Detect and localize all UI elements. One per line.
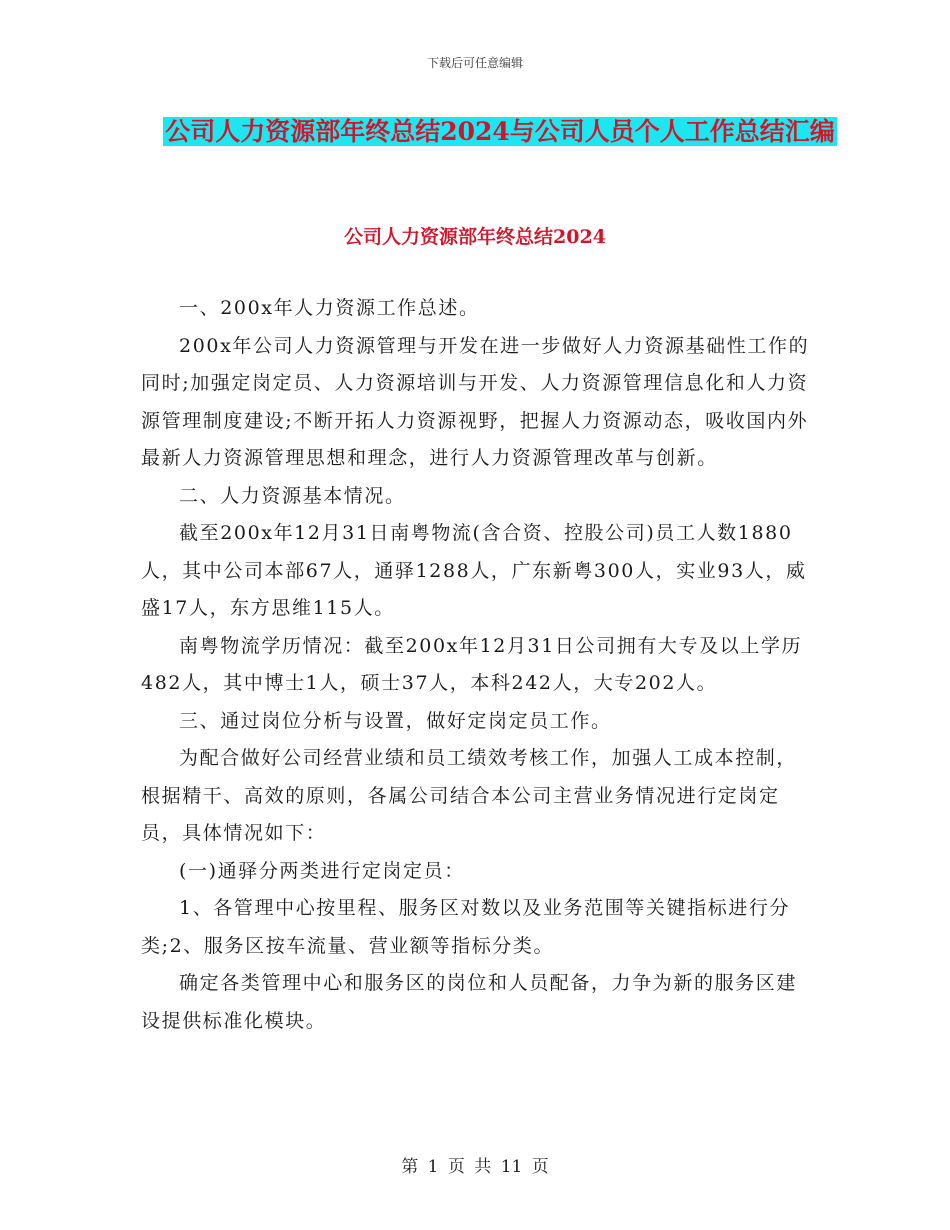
paragraph: 一、200x年人力资源工作总述。 — [179, 297, 480, 319]
document-body — [141, 290, 811, 1040]
paragraph: 1、各管理中心按里程、服务区对数以及业务范围等关键指标进行分类;2、服务区按车流量、营业额等指标分类。 — [141, 897, 791, 957]
paragraph: (一)通驿分两类进行定岗定员： — [179, 859, 465, 882]
header-note: 下载后可任意编辑 — [426, 56, 523, 70]
document-title-text: 公司人力资源部年终总结2024与公司人员个人工作总结汇编 — [165, 117, 835, 146]
paragraph: 三、通过岗位分析与设置，做好定岗定员工作。 — [179, 709, 612, 732]
section-title: 公司人力资源部年终总结2024 — [344, 226, 606, 248]
paragraph: 200x年公司人力资源管理与开发在进一步做好人力资源基础性工作的同时;加强定岗定员、人力资源培训与开发、人力资源管理信息化和人力资源管理制度建设;不断开拓人力资源视野，把握人力资源动态，吸收国内外最新人力资源管理思想和理念，进行人力资源管理改革与创新。 — [141, 334, 810, 469]
page-footer: 第 1 页 共 11 页 — [401, 1157, 549, 1177]
paragraph: 为配合做好公司经营业绩和员工绩效考核工作，加强人工成本控制，根据精干、高效的原则，各属公司结合本公司主营业务情况进行定岗定员，具体情况如下： — [141, 747, 798, 844]
paragraph: 南粤物流学历情况：截至200x年12月31日公司拥有大专及以上学历482人，其中博士1人，硕士37人，本科242人，大专202人。 — [141, 634, 803, 694]
document-title — [150, 110, 850, 154]
paragraph: 确定各类管理中心和服务区的岗位和人员配备，力争为新的服务区建设提供标准化模块。 — [141, 972, 798, 1032]
paragraph: 截至200x年12月31日南粤物流(含合资、控股公司)员工人数1880人，其中公司本部67人，通驿1288人，广东新粤300人，实业93人，威盛17人，东方思维115人。 — [141, 522, 807, 619]
paragraph: 二、人力资源基本情况。 — [179, 484, 406, 507]
